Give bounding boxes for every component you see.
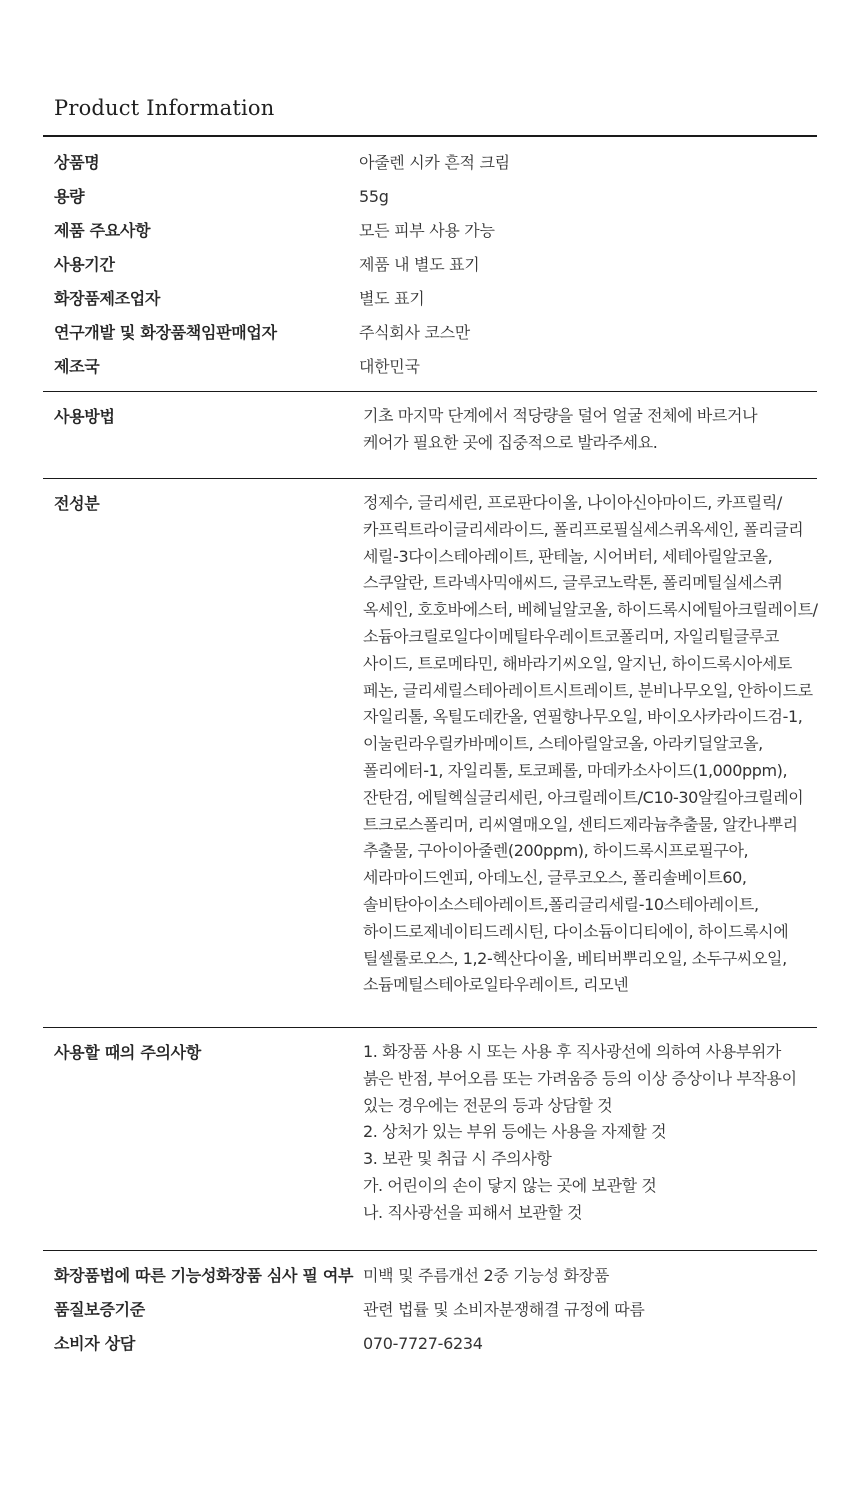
usage-text xyxy=(363,403,757,457)
title-divider xyxy=(43,135,817,137)
usage-line: 기초 마지막 단계에서 적당량을 덜어 얼굴 전체에 바르거나 xyxy=(363,406,758,425)
ingredient-line: 카프릭트라이글리세라이드, 폴리프로필실세스퀴옥세인, 폴리글리 xyxy=(363,519,804,539)
ingredient-line: 하이드로제네이티드레시틴, 다이소듐이디티에이, 하이드록시에 xyxy=(363,921,789,941)
ingredients-text xyxy=(363,490,818,999)
caution-line: 2. 상처가 있는 부위 등에는 사용을 자제할 것 xyxy=(363,1122,667,1142)
caution-line: 1. 화장품 사용 시 또는 사용 후 직사광선에 의하여 사용부위가 xyxy=(363,1042,781,1061)
ingredient-line: 자일리톨, 옥틸도데칸올, 연필향나무오일, 바이오사카라이드검-1, xyxy=(363,707,803,727)
ingredient-line: 세릴-3다이스테아레이트, 판테놀, 시어버터, 세테아릴알코올, xyxy=(363,546,773,566)
info-label: 사용기간 xyxy=(54,255,115,274)
info-label: 제품 주요사항 xyxy=(54,221,151,240)
caution-line: 붉은 반점, 부어오름 또는 가려움증 등의 이상 증상이나 부작용이 xyxy=(363,1068,797,1088)
cautions-text xyxy=(363,1039,797,1227)
ingredient-line: 추출물, 구아이아줄렌(200ppm), 하이드록시프로필구아, xyxy=(363,841,749,861)
ingredient-line: 잔탄검, 에틸헥실글리세린, 아크릴레이트/C10-30알킬아크릴레이 xyxy=(363,787,804,807)
cautions-label: 사용할 때의 주의사항 xyxy=(54,1043,201,1062)
info-value: 55g xyxy=(359,187,389,206)
ingredient-line: 틸셀룰로오스, 1,2-헥산다이올, 베티버뿌리오일, 소두구씨오일, xyxy=(363,948,787,968)
ingredient-line: 이눌린라우릴카바메이트, 스테아릴알코올, 아라키딜알코올, xyxy=(363,734,763,754)
info-label: 연구개발 및 화장품책임판매업자 xyxy=(54,323,277,342)
ingredient-line: 세라마이드엔피, 아데노신, 글루코오스, 폴리솔베이트60, xyxy=(363,868,747,888)
info-value: 모든 피부 사용 가능 xyxy=(359,221,495,240)
ingredient-line: 사이드, 트로메타민, 해바라기씨오일, 알지닌, 하이드록시아세토 xyxy=(363,653,792,673)
page-title: Product Information xyxy=(54,96,275,120)
info-value: 대한민국 xyxy=(359,357,420,376)
ingredient-line: 옥세인, 호호바에스터, 베헤닐알코올, 하이드록시에틸아크릴레이트/ xyxy=(363,600,818,620)
caution-line: 있는 경우에는 전문의 등과 상담할 것 xyxy=(363,1095,613,1115)
info-value: 미백 및 주름개선 2중 기능성 화장품 xyxy=(363,1266,609,1285)
ingredient-line: 정제수, 글리세린, 프로판다이올, 나이아신아마이드, 카프릴릭/ xyxy=(363,493,782,512)
info-label: 상품명 xyxy=(54,153,100,172)
info-label: 품질보증기준 xyxy=(54,1300,145,1319)
usage-line: 케어가 필요한 곳에 집중적으로 발라주세요. xyxy=(363,432,658,452)
ingredient-line: 솔비탄아이소스테아레이트,폴리글리세릴-10스테아레이트, xyxy=(363,894,759,914)
ingredient-line: 소듐아크릴로일다이메틸타우레이트코폴리머, 자일리틸글루코 xyxy=(363,626,779,646)
ingredient-line: 트크로스폴리머, 리씨열매오일, 센티드제라늄추출물, 알칸나뿌리 xyxy=(363,814,798,834)
ingredient-line: 페논, 글리세릴스테아레이트시트레이트, 분비나무오일, 안하이드로 xyxy=(363,680,813,700)
info-label: 제조국 xyxy=(54,357,100,376)
info-value: 070-7727-6234 xyxy=(363,1334,483,1353)
caution-line: 가. 어린이의 손이 닿지 않는 곳에 보관할 것 xyxy=(363,1175,657,1195)
usage-label: 사용방법 xyxy=(54,407,115,426)
info-label: 화장품법에 따른 기능성화장품 심사 필 여부 xyxy=(54,1266,354,1285)
info-label: 용량 xyxy=(54,187,85,206)
caution-line: 나. 직사광선을 피해서 보관할 것 xyxy=(363,1202,583,1222)
info-value: 제품 내 별도 표기 xyxy=(359,255,480,274)
section-divider xyxy=(43,478,817,479)
section-divider xyxy=(43,1027,817,1028)
info-value: 별도 표기 xyxy=(359,289,425,308)
info-value: 관련 법률 및 소비자분쟁해결 규정에 따름 xyxy=(363,1300,645,1319)
info-value: 주식회사 코스만 xyxy=(359,323,470,342)
info-label: 소비자 상담 xyxy=(54,1334,136,1353)
info-value: 아줄렌 시카 흔적 크림 xyxy=(359,153,510,172)
ingredient-line: 폴리에터-1, 자일리톨, 토코페롤, 마데카소사이드(1,000ppm), xyxy=(363,760,788,780)
section-divider xyxy=(43,391,817,392)
ingredients-label: 전성분 xyxy=(54,494,100,513)
caution-line: 3. 보관 및 취급 시 주의사항 xyxy=(363,1149,552,1169)
info-label: 화장품제조업자 xyxy=(54,289,161,308)
ingredient-line: 스쿠알란, 트라넥사믹애씨드, 글루코노락톤, 폴리메틸실세스퀴 xyxy=(363,573,783,593)
ingredient-line: 소듐메틸스테아로일타우레이트, 리모넨 xyxy=(363,975,629,995)
section-divider xyxy=(43,1250,817,1251)
